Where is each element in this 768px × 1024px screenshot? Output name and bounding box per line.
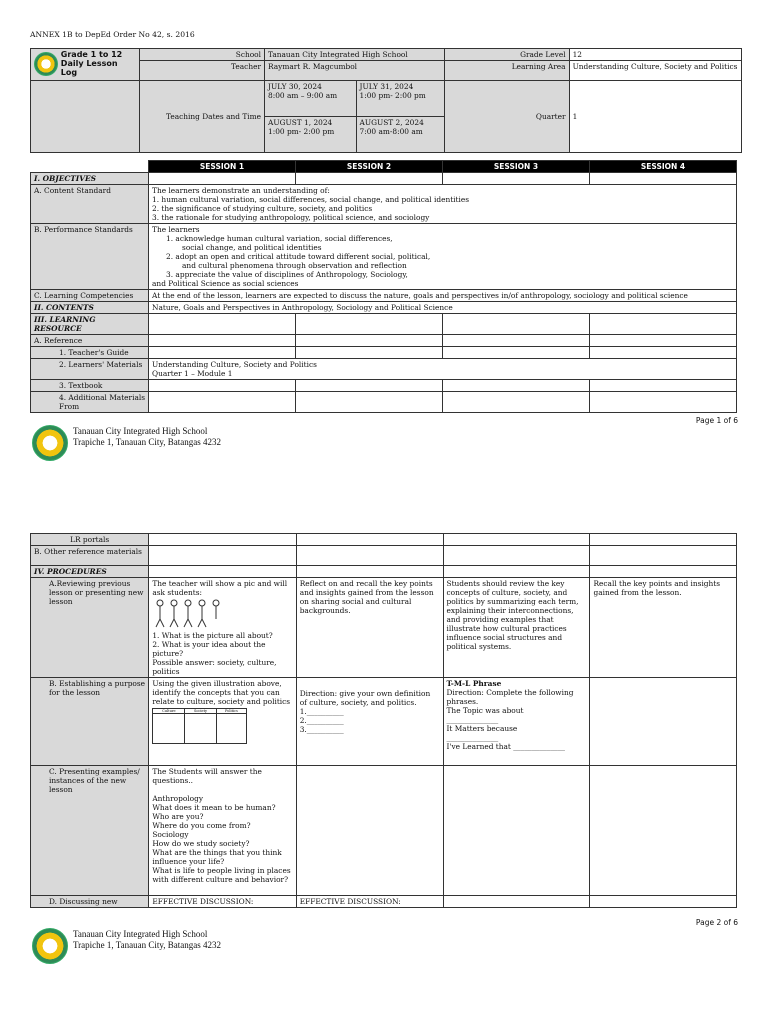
header-blank bbox=[31, 81, 140, 153]
page-number-2: Page 2 of 6 bbox=[695, 918, 738, 927]
performance-standards-label: B. Performance Standards bbox=[31, 224, 149, 290]
annex-reference: ANNEX 1B to DepEd Order No 42, s. 2016 bbox=[30, 30, 195, 39]
learners-materials-label: 2. Learners' Materials bbox=[31, 359, 149, 380]
logo-cell bbox=[31, 49, 140, 81]
procedure-d-session-1: EFFECTIVE DISCUSSION: bbox=[149, 896, 296, 908]
learning-area-value: Understanding Culture, Society and Politics bbox=[569, 61, 741, 81]
contents-text: Nature, Goals and Perspectives in Anthropology, Sociology and Political Science bbox=[149, 302, 737, 314]
procedure-b-label: B. Establishing a purpose for the lesson bbox=[31, 678, 149, 766]
procedure-a-session-3: Students should review the key concepts of culture, society, and politics by summarizing each term, explaining their interconnections, and providing examples that illustrate how cultural practices influence social structures and political systems. bbox=[443, 578, 590, 678]
date-cell-2: JULY 31, 2024 1:00 pm- 2:00 pm bbox=[356, 81, 444, 117]
procedures-heading: IV. PROCEDURES bbox=[31, 566, 149, 578]
procedure-a-session-2: Reflect on and recall the key points and insights gained from the lesson on sharing social and cultural backgrounds. bbox=[296, 578, 443, 678]
learners-materials-text: Understanding Culture, Society and Politics Quarter 1 – Module 1 bbox=[149, 359, 737, 380]
date-cell-1: JULY 30, 2024 8:00 am – 9:00 am bbox=[265, 81, 357, 117]
session-3-header: SESSION 3 bbox=[443, 161, 590, 173]
grade-level-value: 12 bbox=[569, 49, 741, 61]
footer-address-1: Trapiche 1, Tanauan City, Batangas 4232 bbox=[73, 437, 222, 447]
grade-level-label: Grade Level bbox=[444, 49, 569, 61]
session-2-header: SESSION 2 bbox=[296, 161, 443, 173]
school-seal-icon-2 bbox=[32, 928, 68, 964]
people-illustration-icon bbox=[152, 597, 222, 629]
additional-materials-label: 4. Additional Materials From bbox=[31, 392, 149, 413]
procedure-a-session-4: Recall the key points and insights gained from the lesson. bbox=[590, 578, 737, 678]
session-4-header: SESSION 4 bbox=[589, 161, 736, 173]
deped-seal-icon bbox=[34, 52, 58, 76]
header-table bbox=[30, 48, 742, 153]
procedure-d-session-2: EFFECTIVE DISCUSSION: bbox=[296, 896, 443, 908]
content-standard-label: A. Content Standard bbox=[31, 185, 149, 224]
quarter-value: 1 bbox=[569, 81, 741, 153]
quarter-label: Quarter bbox=[444, 81, 569, 153]
procedure-b-session-3: T-M-L Phrase Direction: Complete the following phrases. The Topic was about ______________ It Matters because ______________ I've Learned that ______________ bbox=[443, 678, 590, 766]
textbook-label: 3. Textbook bbox=[31, 380, 149, 392]
date-cell-3: AUGUST 1, 2024 1:00 pm- 2:00 pm bbox=[265, 117, 357, 153]
lesson-table-page1 bbox=[30, 160, 737, 413]
lesson-table-page2 bbox=[30, 533, 737, 908]
procedure-c-label: C. Presenting examples/ instances of the new lesson bbox=[31, 766, 149, 896]
procedure-a-session-1: The teacher will show a pic and will ask students: 1. What is the picture all about? 2. What is your idea about the picture? Possible answer: society, culture, politics bbox=[149, 578, 296, 678]
school-seal-icon bbox=[32, 425, 68, 461]
content-standard-text: The learners demonstrate an understanding of: 1. human cultural variation, social differences, social change, and political identities 2. the significance of studying culture, society, and politics 3. the rationale for studying anthropology, political science, and sociology bbox=[149, 185, 737, 224]
procedure-a-label: A.Reviewing previous lesson or presenting new lesson bbox=[31, 578, 149, 678]
learning-competencies-text: At the end of the lesson, learners are expected to discuss the nature, goals and perspectives in/of anthropology, sociology and political science bbox=[149, 290, 737, 302]
lr-portals-label: LR portals bbox=[31, 534, 149, 546]
date-cell-4: AUGUST 2, 2024 7:00 am-8:00 am bbox=[356, 117, 444, 153]
teachers-guide-label: 1. Teacher's Guide bbox=[31, 347, 149, 359]
teacher-label: Teacher bbox=[140, 61, 265, 81]
procedure-c-session-1: The Students will answer the questions.. Anthropology What does it mean to be human? Who are you? Where do you come from? Sociology How do we study society? What are the things that you think influence your life? What is life to people living in places with different culture and behavior? bbox=[149, 766, 296, 896]
learning-area-label: Learning Area bbox=[444, 61, 569, 81]
procedure-b-session-1: Using the given illustration above, identify the concepts that you can relate to culture, society and politics Culture Society Politics bbox=[149, 678, 296, 766]
footer-school-1: Tanauan City Integrated High School bbox=[73, 426, 208, 436]
objectives-heading: I. OBJECTIVES bbox=[31, 173, 149, 185]
performance-standards-text: The learners 1. acknowledge human cultural variation, social differences, social change, and political identities 2. adopt an open and critical attitude toward different social, political, and cultural phenomena through observation and reflection 3. appreciate the value of disciplines of Anthropology, Sociology, and Political Science as social sciences bbox=[149, 224, 737, 290]
log-title: Daily Lesson Log bbox=[60, 59, 118, 77]
school-label: School bbox=[140, 49, 265, 61]
reference-label: A. Reference bbox=[31, 335, 149, 347]
procedure-b-session-2: Direction: give your own definition of culture, society, and politics. 1.__________ 2.__________ 3.__________ bbox=[296, 678, 443, 766]
procedure-d-label: D. Discussing new bbox=[31, 896, 149, 908]
school-value: Tanauan City Integrated High School bbox=[265, 49, 445, 61]
grade-title: Grade 1 to 12 bbox=[60, 50, 123, 59]
session-1-header: SESSION 1 bbox=[149, 161, 296, 173]
other-reference-label: B. Other reference materials bbox=[31, 546, 149, 566]
concept-table: Culture Society Politics bbox=[152, 708, 247, 744]
teacher-value: Raymart R. Magcumbol bbox=[265, 61, 445, 81]
learning-competencies-label: C. Learning Competencies bbox=[31, 290, 149, 302]
footer-address-2: Trapiche 1, Tanauan City, Batangas 4232 bbox=[73, 940, 222, 950]
page-number-1: Page 1 of 6 bbox=[695, 416, 738, 425]
contents-heading: II. CONTENTS bbox=[31, 302, 149, 314]
learning-resource-heading: III. LEARNING RESOURCE bbox=[31, 314, 149, 335]
dates-label: Teaching Dates and Time bbox=[140, 81, 265, 153]
footer-school-2: Tanauan City Integrated High School bbox=[73, 929, 208, 939]
